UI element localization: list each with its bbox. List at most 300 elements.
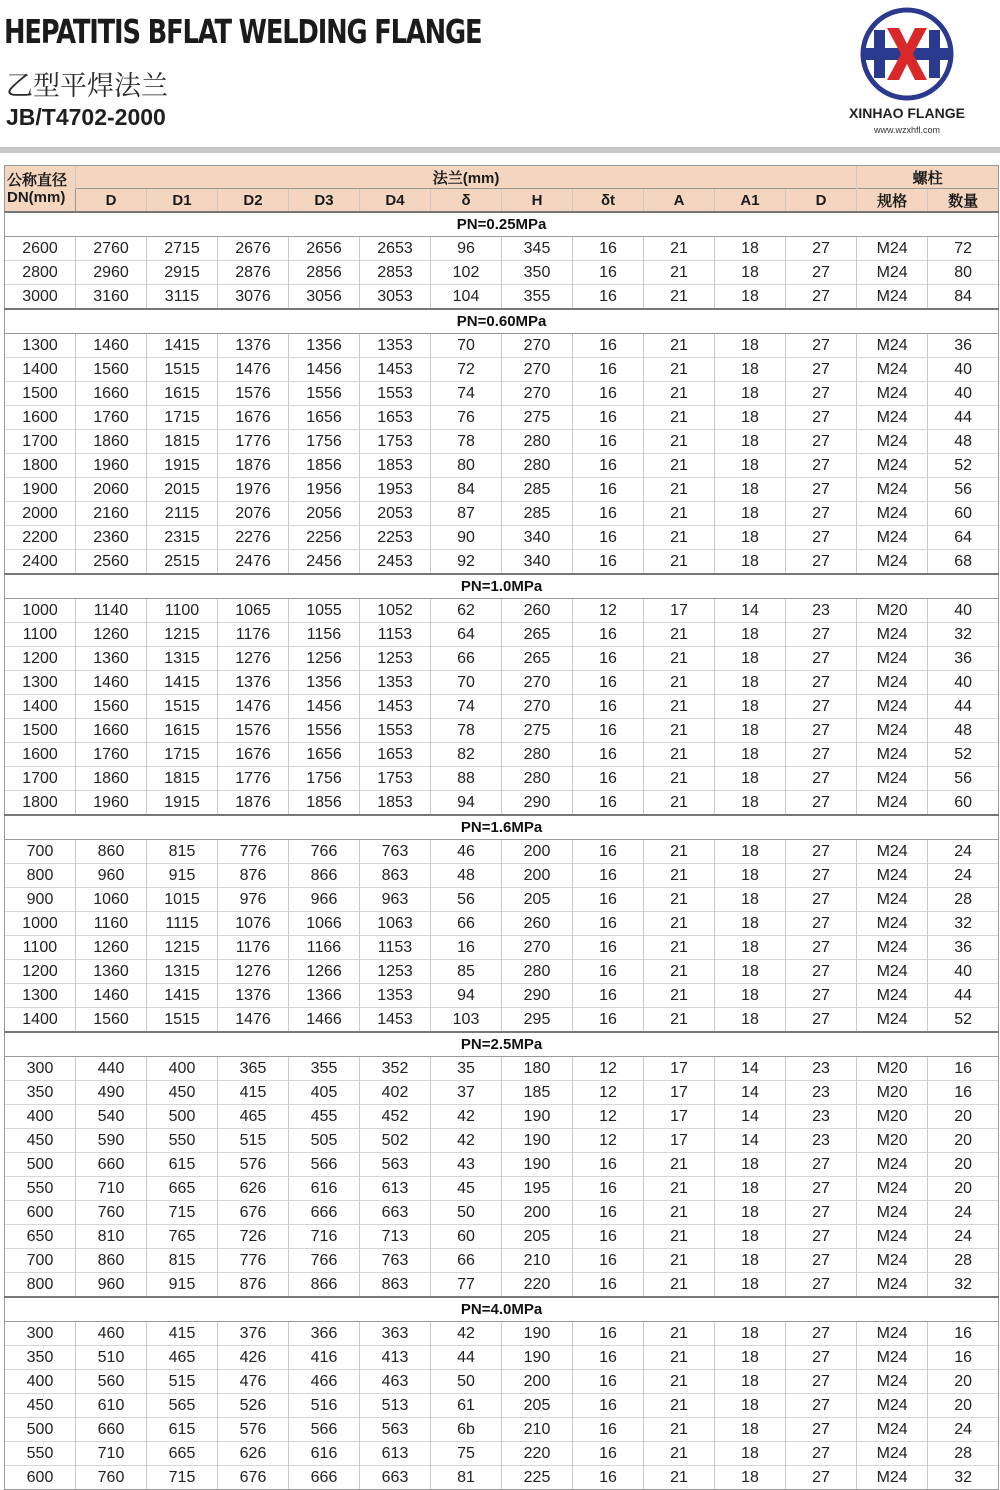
table-cell: 560	[76, 1370, 147, 1394]
table-cell: 366	[289, 1322, 360, 1346]
table-cell: 45	[431, 1177, 502, 1201]
table-cell: 18	[715, 936, 786, 960]
table-cell: 18	[715, 791, 786, 816]
table-cell: 16	[573, 1466, 644, 1490]
table-cell: 190	[502, 1322, 573, 1346]
table-cell: 1560	[76, 1008, 147, 1033]
table-cell: M24	[857, 502, 928, 526]
table-cell: 1660	[76, 719, 147, 743]
table-cell: 27	[786, 1466, 857, 1490]
table-cell: 1776	[218, 430, 289, 454]
table-cell: 12	[573, 1105, 644, 1129]
table-cell: 1100	[147, 599, 218, 623]
table-cell: 18	[715, 1201, 786, 1225]
table-cell: 16	[573, 285, 644, 310]
table-cell: 285	[502, 478, 573, 502]
table-cell: 3076	[218, 285, 289, 310]
table-cell: 526	[218, 1394, 289, 1418]
table-cell: 23	[786, 1105, 857, 1129]
column-header: 规格	[857, 189, 928, 213]
table-cell: 20	[928, 1105, 999, 1129]
table-cell: 540	[76, 1105, 147, 1129]
table-cell: 21	[644, 719, 715, 743]
table-cell: 350	[5, 1081, 76, 1105]
table-cell: 1300	[5, 984, 76, 1008]
table-cell: 800	[5, 864, 76, 888]
table-cell: 1556	[289, 719, 360, 743]
table-cell: 21	[644, 791, 715, 816]
table-cell: 16	[573, 406, 644, 430]
table-cell: 900	[5, 888, 76, 912]
table-row	[5, 1322, 999, 1346]
table-cell: 77	[431, 1273, 502, 1298]
table-cell: 85	[431, 960, 502, 984]
table-cell: 2360	[76, 526, 147, 550]
table-cell: 36	[928, 647, 999, 671]
table-cell: 21	[644, 647, 715, 671]
table-cell: 27	[786, 695, 857, 719]
table-row	[5, 960, 999, 984]
table-row	[5, 1249, 999, 1273]
table-cell: 2453	[360, 550, 431, 575]
table-cell: 416	[289, 1346, 360, 1370]
table-cell: 74	[431, 695, 502, 719]
table-cell: 27	[786, 430, 857, 454]
brand-url[interactable]: www.wzxhfl.com	[873, 125, 940, 135]
pressure-section-row	[5, 1297, 999, 1322]
table-cell: 16	[573, 478, 644, 502]
table-cell: 84	[431, 478, 502, 502]
table-cell: M24	[857, 1273, 928, 1298]
table-cell: 16	[573, 840, 644, 864]
table-cell: 1576	[218, 719, 289, 743]
table-row	[5, 1370, 999, 1394]
table-cell: M24	[857, 767, 928, 791]
table-cell: 270	[502, 936, 573, 960]
table-cell: 1876	[218, 454, 289, 478]
table-cell: 200	[502, 1201, 573, 1225]
table-cell: 61	[431, 1394, 502, 1418]
table-cell: 16	[573, 237, 644, 261]
table-cell: 760	[76, 1201, 147, 1225]
table-cell: 563	[360, 1153, 431, 1177]
table-cell: 1860	[76, 430, 147, 454]
table-cell: 16	[573, 912, 644, 936]
table-cell: 18	[715, 526, 786, 550]
table-cell: 88	[431, 767, 502, 791]
table-cell: 502	[360, 1129, 431, 1153]
table-cell: 1700	[5, 430, 76, 454]
table-cell: 16	[573, 1249, 644, 1273]
table-cell: 1456	[289, 695, 360, 719]
table-cell: 12	[573, 1057, 644, 1081]
table-cell: 84	[928, 285, 999, 310]
table-cell: 270	[502, 671, 573, 695]
table-cell: 28	[928, 1442, 999, 1466]
table-cell: 1753	[360, 430, 431, 454]
brand-logo	[838, 4, 976, 140]
table-cell: 27	[786, 623, 857, 647]
table-cell: 18	[715, 1418, 786, 1442]
table-cell: 1300	[5, 671, 76, 695]
table-cell: 1376	[218, 671, 289, 695]
table-cell: 18	[715, 647, 786, 671]
table-cell: 1166	[289, 936, 360, 960]
table-cell: 1476	[218, 695, 289, 719]
table-cell: 27	[786, 864, 857, 888]
table-cell: 2256	[289, 526, 360, 550]
table-cell: 68	[928, 550, 999, 575]
table-cell: 465	[147, 1346, 218, 1370]
table-cell: 1756	[289, 430, 360, 454]
table-cell: 18	[715, 261, 786, 285]
table-cell: 2276	[218, 526, 289, 550]
table-cell: 1656	[289, 406, 360, 430]
table-cell: 1476	[218, 358, 289, 382]
table-cell: 103	[431, 1008, 502, 1033]
table-row	[5, 599, 999, 623]
table-cell: 32	[928, 912, 999, 936]
table-cell: 90	[431, 526, 502, 550]
table-cell: 16	[928, 1081, 999, 1105]
table-cell: 18	[715, 1370, 786, 1394]
table-cell: 1960	[76, 454, 147, 478]
table-cell: 18	[715, 502, 786, 526]
table-cell: 18	[715, 1322, 786, 1346]
table-cell: 16	[573, 1442, 644, 1466]
table-cell: 21	[644, 1225, 715, 1249]
standard-number: JB/T4702-2000	[6, 104, 166, 130]
table-cell: 726	[218, 1225, 289, 1249]
table-cell: 3160	[76, 285, 147, 310]
table-cell: 665	[147, 1442, 218, 1466]
table-cell: 1560	[76, 358, 147, 382]
table-cell: 450	[5, 1394, 76, 1418]
table-row	[5, 695, 999, 719]
table-cell: 463	[360, 1370, 431, 1394]
pressure-section-row	[5, 309, 999, 334]
table-cell: 205	[502, 1394, 573, 1418]
table-cell: 60	[431, 1225, 502, 1249]
table-cell: 1153	[360, 623, 431, 647]
table-cell: 21	[644, 1466, 715, 1490]
table-cell: 16	[573, 695, 644, 719]
table-cell: 20	[928, 1153, 999, 1177]
table-cell: 17	[644, 1105, 715, 1129]
table-cell: 27	[786, 791, 857, 816]
table-cell: 663	[360, 1201, 431, 1225]
table-cell: 1815	[147, 767, 218, 791]
table-cell: 32	[928, 1466, 999, 1490]
table-cell: 700	[5, 840, 76, 864]
pressure-section-label: PN=2.5MPa	[5, 1032, 999, 1057]
table-cell: 500	[5, 1153, 76, 1177]
table-cell: 40	[928, 358, 999, 382]
table-cell: 626	[218, 1442, 289, 1466]
table-cell: 180	[502, 1057, 573, 1081]
table-cell: M24	[857, 550, 928, 575]
table-cell: 1500	[5, 719, 76, 743]
table-cell: 440	[76, 1057, 147, 1081]
table-cell: 1260	[76, 623, 147, 647]
table-row	[5, 261, 999, 285]
table-cell: M24	[857, 237, 928, 261]
table-cell: 27	[786, 767, 857, 791]
table-cell: 1660	[76, 382, 147, 406]
table-cell: 46	[431, 840, 502, 864]
table-cell: 275	[502, 719, 573, 743]
table-cell: 12	[573, 1129, 644, 1153]
table-cell: 21	[644, 984, 715, 1008]
table-cell: 21	[644, 743, 715, 767]
table-cell: 713	[360, 1225, 431, 1249]
table-cell: 613	[360, 1442, 431, 1466]
table-cell: 1266	[289, 960, 360, 984]
table-row	[5, 1225, 999, 1249]
table-cell: 2476	[218, 550, 289, 575]
table-cell: 18	[715, 840, 786, 864]
table-cell: 2456	[289, 550, 360, 575]
table-cell: 27	[786, 334, 857, 358]
table-cell: 300	[5, 1057, 76, 1081]
table-cell: 1615	[147, 382, 218, 406]
table-cell: 27	[786, 237, 857, 261]
table-cell: 2000	[5, 502, 76, 526]
table-cell: 27	[786, 647, 857, 671]
table-cell: 1360	[76, 647, 147, 671]
table-cell: 1800	[5, 454, 76, 478]
table-cell: 75	[431, 1442, 502, 1466]
table-cell: 766	[289, 840, 360, 864]
column-header: D4	[360, 189, 431, 213]
table-cell: 16	[573, 1201, 644, 1225]
table-cell: 963	[360, 888, 431, 912]
pressure-section-label: PN=4.0MPa	[5, 1297, 999, 1322]
table-cell: 27	[786, 1249, 857, 1273]
table-cell: 1115	[147, 912, 218, 936]
table-cell: 40	[928, 599, 999, 623]
table-cell: 352	[360, 1057, 431, 1081]
table-row	[5, 767, 999, 791]
table-cell: 17	[644, 1129, 715, 1153]
table-cell: 715	[147, 1201, 218, 1225]
table-cell: 866	[289, 1273, 360, 1298]
table-cell: 1715	[147, 743, 218, 767]
table-cell: 23	[786, 1057, 857, 1081]
table-cell: 590	[76, 1129, 147, 1153]
table-cell: 1760	[76, 406, 147, 430]
table-cell: 23	[786, 1129, 857, 1153]
table-cell: 21	[644, 382, 715, 406]
table-row	[5, 1129, 999, 1153]
table-cell: 516	[289, 1394, 360, 1418]
table-cell: 1600	[5, 406, 76, 430]
table-cell: 190	[502, 1153, 573, 1177]
table-cell: 290	[502, 984, 573, 1008]
table-cell: 2515	[147, 550, 218, 575]
table-cell: 1460	[76, 334, 147, 358]
page-title-chinese: 乙型平焊法兰	[6, 71, 168, 102]
table-cell: M24	[857, 864, 928, 888]
table-cell: M24	[857, 960, 928, 984]
table-cell: 2715	[147, 237, 218, 261]
table-cell: 350	[5, 1346, 76, 1370]
table-cell: 2076	[218, 502, 289, 526]
table-cell: 20	[928, 1394, 999, 1418]
table-cell: 1100	[5, 623, 76, 647]
table-cell: 14	[715, 599, 786, 623]
table-cell: 1315	[147, 647, 218, 671]
table-cell: 270	[502, 695, 573, 719]
table-cell: 21	[644, 406, 715, 430]
table-cell: 1000	[5, 599, 76, 623]
table-cell: 626	[218, 1177, 289, 1201]
table-cell: 960	[76, 1273, 147, 1298]
table-cell: 200	[502, 1370, 573, 1394]
table-cell: 52	[928, 454, 999, 478]
table-cell: M24	[857, 526, 928, 550]
table-cell: 600	[5, 1466, 76, 1490]
table-cell: M24	[857, 1008, 928, 1033]
table-cell: 37	[431, 1081, 502, 1105]
table-cell: 16	[573, 647, 644, 671]
table-cell: 42	[431, 1105, 502, 1129]
table-cell: 18	[715, 1466, 786, 1490]
table-cell: 23	[786, 599, 857, 623]
table-cell: 815	[147, 840, 218, 864]
table-cell: 665	[147, 1177, 218, 1201]
table-cell: 64	[431, 623, 502, 647]
table-cell: 275	[502, 406, 573, 430]
table-cell: 1276	[218, 960, 289, 984]
table-cell: 16	[573, 382, 644, 406]
table-cell: 27	[786, 1322, 857, 1346]
table-cell: 766	[289, 1249, 360, 1273]
table-cell: M20	[857, 1057, 928, 1081]
table-cell: 18	[715, 719, 786, 743]
table-cell: 960	[76, 864, 147, 888]
table-cell: 17	[644, 599, 715, 623]
table-cell: 21	[644, 1177, 715, 1201]
table-cell: 2800	[5, 261, 76, 285]
table-cell: 21	[644, 1418, 715, 1442]
table-cell: 18	[715, 671, 786, 695]
table-cell: 2200	[5, 526, 76, 550]
table-cell: 3056	[289, 285, 360, 310]
table-cell: 16	[573, 1177, 644, 1201]
table-cell: 200	[502, 840, 573, 864]
table-cell: 16	[573, 1418, 644, 1442]
table-cell: M24	[857, 358, 928, 382]
table-cell: 18	[715, 334, 786, 358]
table-cell: 550	[147, 1129, 218, 1153]
table-cell: 16	[573, 719, 644, 743]
table-cell: 16	[573, 1322, 644, 1346]
table-cell: 190	[502, 1129, 573, 1153]
table-cell: 18	[715, 1008, 786, 1033]
table-cell: 660	[76, 1418, 147, 1442]
table-cell: 16	[573, 1394, 644, 1418]
column-header: D1	[147, 189, 218, 213]
table-cell: 1776	[218, 767, 289, 791]
table-cell: 966	[289, 888, 360, 912]
table-cell: 72	[928, 237, 999, 261]
table-cell: 1400	[5, 695, 76, 719]
table-cell: 2853	[360, 261, 431, 285]
table-cell: 64	[928, 526, 999, 550]
table-cell: M24	[857, 334, 928, 358]
table-cell: 776	[218, 1249, 289, 1273]
table-cell: M20	[857, 599, 928, 623]
table-cell: 1215	[147, 936, 218, 960]
table-cell: 21	[644, 864, 715, 888]
table-cell: 270	[502, 358, 573, 382]
table-cell: 205	[502, 888, 573, 912]
table-cell: 12	[573, 599, 644, 623]
table-cell: 185	[502, 1081, 573, 1105]
table-cell: 21	[644, 237, 715, 261]
table-cell: 21	[644, 888, 715, 912]
table-cell: 1253	[360, 960, 431, 984]
table-cell: 16	[573, 550, 644, 575]
table-cell: 1676	[218, 406, 289, 430]
table-cell: 450	[147, 1081, 218, 1105]
column-header: A1	[715, 189, 786, 213]
table-cell: 21	[644, 1322, 715, 1346]
table-cell: 27	[786, 888, 857, 912]
table-cell: 27	[786, 502, 857, 526]
table-cell: 1876	[218, 791, 289, 816]
table-cell: 27	[786, 526, 857, 550]
table-row	[5, 430, 999, 454]
pressure-section-row	[5, 212, 999, 237]
table-cell: 1215	[147, 623, 218, 647]
table-cell: 1140	[76, 599, 147, 623]
pressure-section-label: PN=1.6MPa	[5, 815, 999, 840]
table-cell: 1415	[147, 984, 218, 1008]
table-cell: 14	[715, 1081, 786, 1105]
pressure-section-row	[5, 1032, 999, 1057]
table-cell: 1953	[360, 478, 431, 502]
table-cell: 763	[360, 1249, 431, 1273]
table-cell: 18	[715, 912, 786, 936]
table-cell: 2315	[147, 526, 218, 550]
table-cell: 48	[928, 430, 999, 454]
table-cell: 476	[218, 1370, 289, 1394]
table-cell: 1400	[5, 358, 76, 382]
table-cell: 1753	[360, 767, 431, 791]
dn-header	[5, 166, 76, 213]
table-cell: 466	[289, 1370, 360, 1394]
table-cell: 1960	[76, 791, 147, 816]
table-cell: 1956	[289, 478, 360, 502]
table-cell: 21	[644, 285, 715, 310]
table-cell: 2676	[218, 237, 289, 261]
table-cell: 16	[573, 454, 644, 478]
table-cell: 16	[573, 1370, 644, 1394]
table-cell: 76	[431, 406, 502, 430]
table-cell: 576	[218, 1153, 289, 1177]
table-cell: 27	[786, 912, 857, 936]
table-cell: 576	[218, 1418, 289, 1442]
table-cell: 27	[786, 454, 857, 478]
table-cell: 18	[715, 767, 786, 791]
table-cell: 2876	[218, 261, 289, 285]
table-cell: 50	[431, 1370, 502, 1394]
table-cell: 18	[715, 1177, 786, 1201]
table-cell: 44	[928, 695, 999, 719]
table-cell: 660	[76, 1153, 147, 1177]
